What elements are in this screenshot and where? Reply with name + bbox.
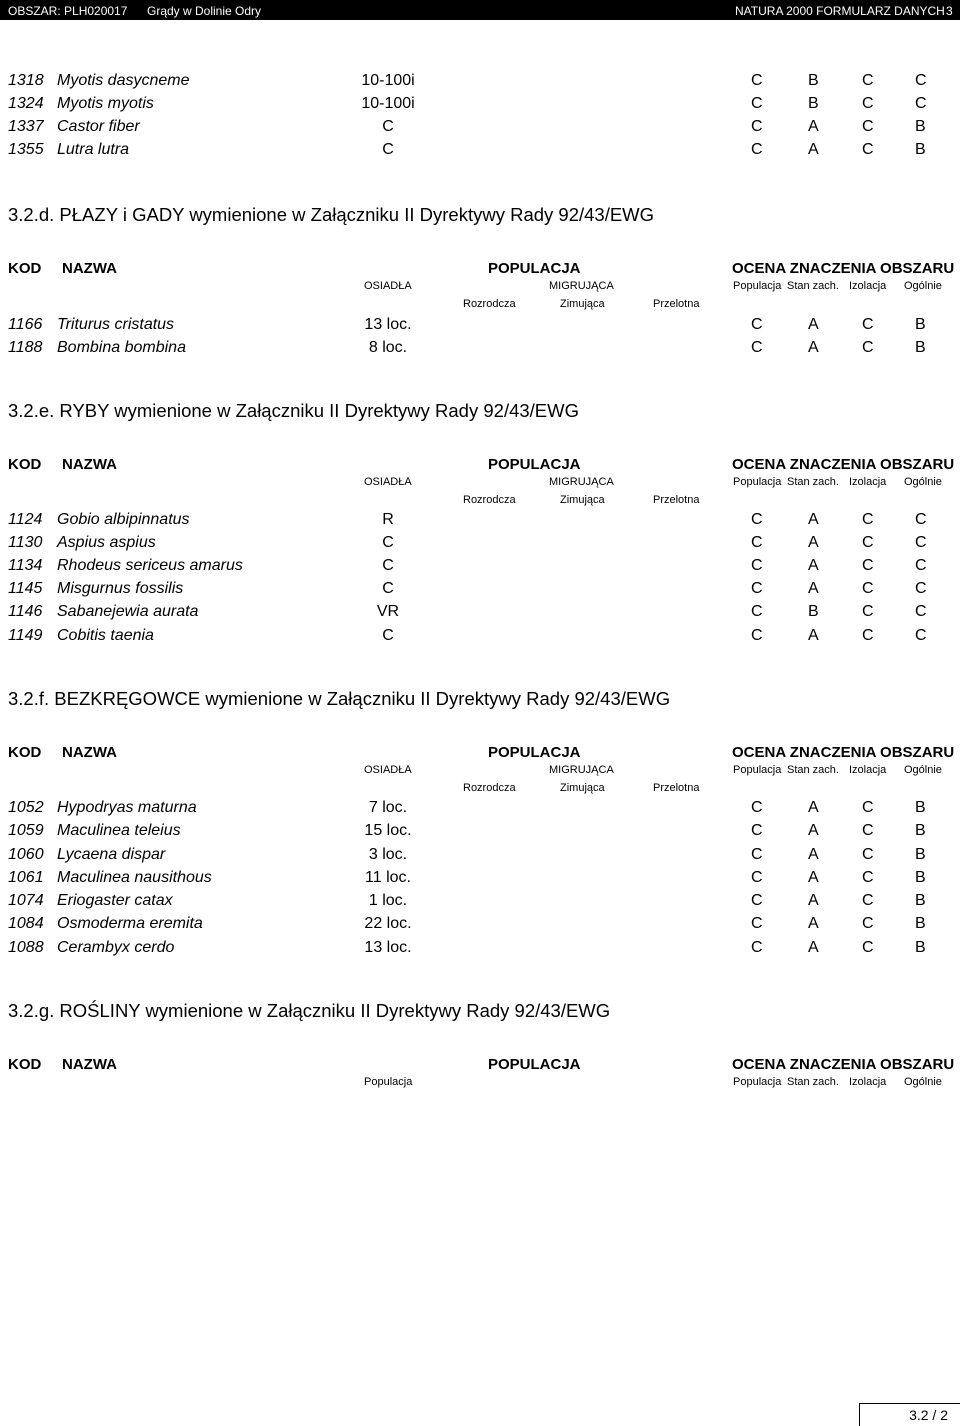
rating-global: C bbox=[915, 511, 927, 528]
rating-conservation: A bbox=[808, 339, 819, 356]
rating-conservation: A bbox=[808, 846, 819, 863]
section-title-amphibians: 3.2.d. PŁAZY i GADY wymienione w Załączniku II Dyrektywy Rady 92/43/EWG bbox=[8, 204, 655, 225]
species-code: 1166 bbox=[8, 316, 43, 333]
rating-population: C bbox=[751, 511, 763, 528]
rating-population: C bbox=[751, 95, 763, 112]
rating-population: C bbox=[751, 118, 763, 135]
species-name: Hypodryas maturna bbox=[57, 799, 197, 816]
table-row bbox=[0, 316, 960, 338]
population: 13 loc. bbox=[364, 316, 412, 333]
col-nazwa: NAZWA bbox=[62, 744, 117, 761]
page-header bbox=[0, 0, 960, 20]
species-code: 1337 bbox=[8, 118, 44, 135]
col-kod: KOD bbox=[8, 260, 42, 277]
rating-global: B bbox=[915, 118, 926, 135]
col-ogolnie: Ogólnie bbox=[904, 280, 942, 292]
table-header-invertebrates bbox=[0, 744, 960, 802]
rating-global: B bbox=[915, 799, 926, 816]
table-header-fish bbox=[0, 456, 960, 514]
col-ogolnie: Ogólnie bbox=[904, 476, 942, 488]
col-ocena: OCENA ZNACZENIA OBSZARU bbox=[732, 456, 955, 473]
rating-isolation: C bbox=[862, 822, 874, 839]
species-code: 1324 bbox=[8, 95, 44, 112]
species-code: 1074 bbox=[8, 892, 44, 909]
species-name: Lycaena dispar bbox=[57, 846, 166, 863]
rating-isolation: C bbox=[862, 799, 874, 816]
rating-global: B bbox=[915, 869, 926, 886]
rating-isolation: C bbox=[862, 869, 874, 886]
col-stan: Stan zach. bbox=[787, 476, 839, 488]
rating-population: C bbox=[751, 627, 763, 644]
col-populacja-sub: Populacja bbox=[733, 280, 782, 292]
rating-population: C bbox=[751, 72, 763, 89]
col-kod: KOD bbox=[8, 1056, 42, 1073]
rating-isolation: C bbox=[862, 627, 874, 644]
table-row bbox=[0, 822, 960, 844]
species-code: 1149 bbox=[8, 627, 43, 644]
population: C bbox=[382, 118, 394, 135]
rating-global: C bbox=[915, 603, 927, 620]
header-page-number: 3 bbox=[946, 4, 953, 18]
rating-conservation: A bbox=[808, 939, 819, 956]
col-populacja-sub: Populacja bbox=[364, 1076, 413, 1088]
rating-conservation: A bbox=[808, 869, 819, 886]
table-row bbox=[0, 141, 960, 163]
rating-isolation: C bbox=[862, 316, 874, 333]
species-name: Misgurnus fossilis bbox=[57, 580, 184, 597]
section-title-fish: 3.2.e. RYBY wymienione w Załączniku II Dyrektywy Rady 92/43/EWG bbox=[8, 400, 579, 421]
col-migrujaca: MIGRUJĄCA bbox=[549, 280, 614, 292]
rating-conservation: A bbox=[808, 892, 819, 909]
rating-global: B bbox=[915, 892, 926, 909]
table-row bbox=[0, 72, 960, 94]
col-migrujaca: MIGRUJĄCA bbox=[549, 476, 614, 488]
rating-conservation: A bbox=[808, 822, 819, 839]
rating-global: B bbox=[915, 339, 926, 356]
col-rozrodcza: Rozrodcza bbox=[463, 782, 516, 794]
col-nazwa: NAZWA bbox=[62, 1056, 117, 1073]
population: C bbox=[382, 141, 394, 158]
rating-conservation: A bbox=[808, 627, 819, 644]
section-title-plants: 3.2.g. ROŚLINY wymienione w Załączniku II Dyrektywy Rady 92/43/EWG bbox=[8, 1000, 611, 1021]
rating-global: B bbox=[915, 316, 926, 333]
col-rozrodcza: Rozrodcza bbox=[463, 494, 516, 506]
col-populacja-sub-2: Populacja bbox=[733, 1076, 782, 1088]
species-code: 1084 bbox=[8, 915, 44, 932]
population: 10-100i bbox=[361, 95, 415, 112]
species-name: Eriogaster catax bbox=[57, 892, 173, 909]
rating-conservation: A bbox=[808, 557, 819, 574]
rating-conservation: A bbox=[808, 316, 819, 333]
population: 15 loc. bbox=[364, 822, 412, 839]
table-row bbox=[0, 534, 960, 556]
rating-global: C bbox=[915, 627, 927, 644]
population: 11 loc. bbox=[365, 869, 411, 886]
species-code: 1088 bbox=[8, 939, 44, 956]
header-form-title: NATURA 2000 FORMULARZ DANYCH bbox=[735, 4, 945, 18]
rating-isolation: C bbox=[862, 915, 874, 932]
col-izolacja: Izolacja bbox=[849, 280, 887, 292]
table-row bbox=[0, 627, 960, 649]
rating-global: C bbox=[915, 72, 927, 89]
species-name: Maculinea nausithous bbox=[57, 869, 212, 886]
header-area-code: OBSZAR: PLH020017 bbox=[8, 4, 128, 18]
col-ogolnie: Ogólnie bbox=[904, 764, 942, 776]
col-kod: KOD bbox=[8, 744, 42, 761]
rating-conservation: A bbox=[808, 799, 819, 816]
species-name: Lutra lutra bbox=[57, 141, 130, 158]
table-header-plants bbox=[0, 1056, 960, 1114]
col-izolacja: Izolacja bbox=[849, 476, 887, 488]
population: 3 loc. bbox=[368, 846, 408, 863]
rating-population: C bbox=[751, 915, 763, 932]
section-title-invertebrates: 3.2.f. BEZKRĘGOWCE wymienione w Załączniku II Dyrektywy Rady 92/43/EWG bbox=[8, 688, 671, 709]
species-code: 1188 bbox=[8, 339, 43, 356]
rating-isolation: C bbox=[862, 534, 874, 551]
species-code: 1060 bbox=[8, 846, 44, 863]
rating-isolation: C bbox=[862, 557, 874, 574]
footer-page-number: 3.2 / 2 bbox=[909, 1407, 948, 1423]
rating-population: C bbox=[751, 892, 763, 909]
rating-conservation: B bbox=[808, 95, 819, 112]
species-name: Gobio albipinnatus bbox=[57, 511, 190, 528]
rating-conservation: A bbox=[808, 534, 819, 551]
rating-conservation: B bbox=[808, 603, 819, 620]
species-name: Cerambyx cerdo bbox=[57, 939, 175, 956]
table-row bbox=[0, 580, 960, 602]
table-row bbox=[0, 892, 960, 914]
col-ocena: OCENA ZNACZENIA OBSZARU bbox=[732, 260, 955, 277]
population: 1 loc. bbox=[368, 892, 408, 909]
col-populacja: POPULACJA bbox=[488, 456, 581, 473]
rating-population: C bbox=[751, 603, 763, 620]
population: 13 loc. bbox=[364, 939, 412, 956]
rating-conservation: A bbox=[808, 580, 819, 597]
population: R bbox=[382, 511, 394, 528]
table-row bbox=[0, 603, 960, 625]
species-code: 1134 bbox=[8, 557, 43, 574]
col-przelotna: Przelotna bbox=[653, 298, 700, 310]
species-name: Rhodeus sericeus amarus bbox=[57, 557, 243, 574]
col-przelotna: Przelotna bbox=[653, 782, 700, 794]
rating-global: C bbox=[915, 95, 927, 112]
rating-population: C bbox=[751, 939, 763, 956]
table-row bbox=[0, 95, 960, 117]
rating-global: C bbox=[915, 534, 927, 551]
species-name: Triturus cristatus bbox=[57, 316, 175, 333]
col-stan: Stan zach. bbox=[787, 764, 839, 776]
population: C bbox=[382, 534, 394, 551]
table-row bbox=[0, 339, 960, 361]
col-populacja-sub: Populacja bbox=[733, 476, 782, 488]
species-code: 1355 bbox=[8, 141, 44, 158]
rating-population: C bbox=[751, 822, 763, 839]
table-row bbox=[0, 557, 960, 579]
rating-isolation: C bbox=[862, 339, 874, 356]
species-name: Bombina bombina bbox=[57, 339, 186, 356]
species-name: Sabanejewia aurata bbox=[57, 603, 199, 620]
rating-population: C bbox=[751, 799, 763, 816]
col-populacja: POPULACJA bbox=[488, 1056, 581, 1073]
population: 22 loc. bbox=[364, 915, 412, 932]
col-zimujaca: Zimująca bbox=[560, 298, 605, 310]
col-kod: KOD bbox=[8, 456, 42, 473]
rating-population: C bbox=[751, 141, 763, 158]
col-ocena: OCENA ZNACZENIA OBSZARU bbox=[732, 1056, 955, 1073]
species-name: Osmoderma eremita bbox=[57, 915, 203, 932]
rating-population: C bbox=[751, 534, 763, 551]
page-footer bbox=[859, 1403, 960, 1426]
col-przelotna: Przelotna bbox=[653, 494, 700, 506]
rating-conservation: A bbox=[808, 511, 819, 528]
col-ocena: OCENA ZNACZENIA OBSZARU bbox=[732, 744, 955, 761]
col-osiadla: OSIADŁA bbox=[364, 476, 412, 488]
table-row bbox=[0, 915, 960, 937]
species-code: 1318 bbox=[8, 72, 44, 89]
rating-global: B bbox=[915, 915, 926, 932]
species-name: Aspius aspius bbox=[57, 534, 156, 551]
population: 10-100i bbox=[361, 72, 415, 89]
header-site-name: Grądy w Dolinie Odry bbox=[147, 4, 262, 18]
species-code: 1146 bbox=[8, 603, 43, 620]
population: VR bbox=[376, 603, 400, 620]
rating-isolation: C bbox=[862, 580, 874, 597]
table-row bbox=[0, 869, 960, 891]
col-migrujaca: MIGRUJĄCA bbox=[549, 764, 614, 776]
col-populacja-sub: Populacja bbox=[733, 764, 782, 776]
rating-global: B bbox=[915, 822, 926, 839]
col-izolacja: Izolacja bbox=[849, 1076, 887, 1088]
rating-global: C bbox=[915, 557, 927, 574]
table-row bbox=[0, 939, 960, 961]
col-nazwa: NAZWA bbox=[62, 260, 117, 277]
col-zimujaca: Zimująca bbox=[560, 494, 605, 506]
species-code: 1059 bbox=[8, 822, 44, 839]
species-code: 1124 bbox=[8, 511, 43, 528]
species-code: 1061 bbox=[8, 869, 44, 886]
table-row bbox=[0, 511, 960, 533]
table-row bbox=[0, 799, 960, 821]
col-stan: Stan zach. bbox=[787, 1076, 839, 1088]
rating-conservation: A bbox=[808, 118, 819, 135]
species-name: Myotis myotis bbox=[57, 95, 154, 112]
rating-population: C bbox=[751, 339, 763, 356]
population: 8 loc. bbox=[368, 339, 408, 356]
rating-conservation: B bbox=[808, 72, 819, 89]
rating-isolation: C bbox=[862, 72, 874, 89]
col-stan: Stan zach. bbox=[787, 280, 839, 292]
species-code: 1130 bbox=[8, 534, 43, 551]
species-code: 1052 bbox=[8, 799, 44, 816]
col-populacja: POPULACJA bbox=[488, 744, 581, 761]
rating-isolation: C bbox=[862, 95, 874, 112]
rating-population: C bbox=[751, 846, 763, 863]
population: C bbox=[382, 580, 394, 597]
rating-isolation: C bbox=[862, 892, 874, 909]
rating-population: C bbox=[751, 557, 763, 574]
species-name: Maculinea teleius bbox=[57, 822, 181, 839]
rating-population: C bbox=[751, 869, 763, 886]
rating-isolation: C bbox=[862, 603, 874, 620]
table-row bbox=[0, 846, 960, 868]
species-name: Myotis dasycneme bbox=[57, 72, 190, 89]
rating-population: C bbox=[751, 580, 763, 597]
col-izolacja: Izolacja bbox=[849, 764, 887, 776]
species-code: 1145 bbox=[8, 580, 43, 597]
rating-population: C bbox=[751, 316, 763, 333]
rating-isolation: C bbox=[862, 511, 874, 528]
rating-isolation: C bbox=[862, 141, 874, 158]
population: C bbox=[382, 557, 394, 574]
col-rozrodcza: Rozrodcza bbox=[463, 298, 516, 310]
population: C bbox=[382, 627, 394, 644]
table-row bbox=[0, 118, 960, 140]
rating-conservation: A bbox=[808, 915, 819, 932]
rating-global: B bbox=[915, 939, 926, 956]
col-populacja: POPULACJA bbox=[488, 260, 581, 277]
rating-isolation: C bbox=[862, 118, 874, 135]
species-name: Castor fiber bbox=[57, 118, 140, 135]
col-osiadla: OSIADŁA bbox=[364, 280, 412, 292]
col-zimujaca: Zimująca bbox=[560, 782, 605, 794]
population: 7 loc. bbox=[368, 799, 408, 816]
rating-global: C bbox=[915, 580, 927, 597]
rating-global: B bbox=[915, 141, 926, 158]
rating-conservation: A bbox=[808, 141, 819, 158]
col-osiadla: OSIADŁA bbox=[364, 764, 412, 776]
col-ogolnie: Ogólnie bbox=[904, 1076, 942, 1088]
rating-isolation: C bbox=[862, 939, 874, 956]
rating-isolation: C bbox=[862, 846, 874, 863]
rating-global: B bbox=[915, 846, 926, 863]
col-nazwa: NAZWA bbox=[62, 456, 117, 473]
species-name: Cobitis taenia bbox=[57, 627, 154, 644]
table-header-amphibians bbox=[0, 260, 960, 318]
